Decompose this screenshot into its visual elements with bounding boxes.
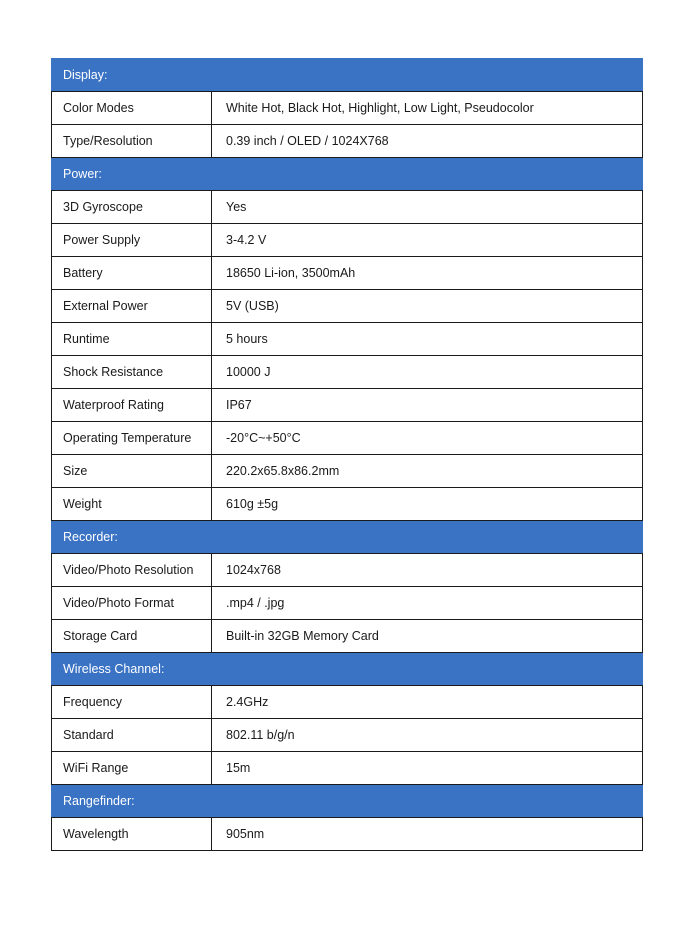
table-row xyxy=(52,125,643,158)
table-row xyxy=(52,587,643,620)
table-row xyxy=(52,323,643,356)
spec-label: Waterproof Rating xyxy=(52,389,212,422)
table-row xyxy=(52,191,643,224)
table-row xyxy=(52,257,643,290)
section-title: Rangefinder: xyxy=(52,785,643,818)
table-row xyxy=(52,356,643,389)
spec-label: Power Supply xyxy=(52,224,212,257)
spec-value: 1024x768 xyxy=(212,554,643,587)
spec-label: Type/Resolution xyxy=(52,125,212,158)
spec-value: 0.39 inch / OLED / 1024X768 xyxy=(212,125,643,158)
spec-value: 610g ±5g xyxy=(212,488,643,521)
spec-label: Shock Resistance xyxy=(52,356,212,389)
spec-value: .mp4 / .jpg xyxy=(212,587,643,620)
table-row xyxy=(52,455,643,488)
spec-table xyxy=(51,58,643,851)
spec-label: Color Modes xyxy=(52,92,212,125)
spec-label: Standard xyxy=(52,719,212,752)
spec-label: 3D Gyroscope xyxy=(52,191,212,224)
spec-label: Runtime xyxy=(52,323,212,356)
section-title: Wireless Channel: xyxy=(52,653,643,686)
spec-label: Video/Photo Resolution xyxy=(52,554,212,587)
spec-value: -20°C~+50°C xyxy=(212,422,643,455)
spec-value: 3-4.2 V xyxy=(212,224,643,257)
spec-value: Yes xyxy=(212,191,643,224)
section-header-power xyxy=(52,158,643,191)
spec-label: Size xyxy=(52,455,212,488)
spec-value: 10000 J xyxy=(212,356,643,389)
table-row xyxy=(52,554,643,587)
spec-label: Wavelength xyxy=(52,818,212,851)
table-row xyxy=(52,422,643,455)
table-row xyxy=(52,389,643,422)
spec-label: External Power xyxy=(52,290,212,323)
spec-value: 5 hours xyxy=(212,323,643,356)
spec-label: Operating Temperature xyxy=(52,422,212,455)
table-row xyxy=(52,620,643,653)
spec-value: White Hot, Black Hot, Highlight, Low Light, Pseudocolor xyxy=(212,92,643,125)
spec-value: 905nm xyxy=(212,818,643,851)
table-row xyxy=(52,290,643,323)
spec-value: 2.4GHz xyxy=(212,686,643,719)
spec-label: Frequency xyxy=(52,686,212,719)
section-header-wireless-channel xyxy=(52,653,643,686)
spec-label: Battery xyxy=(52,257,212,290)
table-row xyxy=(52,818,643,851)
spec-value: Built-in 32GB Memory Card xyxy=(212,620,643,653)
spec-value: 18650 Li-ion, 3500mAh xyxy=(212,257,643,290)
section-header-display xyxy=(52,59,643,92)
spec-label: Video/Photo Format xyxy=(52,587,212,620)
table-row xyxy=(52,224,643,257)
table-row xyxy=(52,686,643,719)
section-header-rangefinder xyxy=(52,785,643,818)
table-row xyxy=(52,488,643,521)
table-row xyxy=(52,752,643,785)
spec-label: Weight xyxy=(52,488,212,521)
spec-label: WiFi Range xyxy=(52,752,212,785)
section-title: Display: xyxy=(52,59,643,92)
spec-value: 5V (USB) xyxy=(212,290,643,323)
spec-value: 15m xyxy=(212,752,643,785)
spec-value: 802.11 b/g/n xyxy=(212,719,643,752)
section-title: Recorder: xyxy=(52,521,643,554)
spec-value: 220.2x65.8x86.2mm xyxy=(212,455,643,488)
table-row xyxy=(52,92,643,125)
section-header-recorder xyxy=(52,521,643,554)
table-row xyxy=(52,719,643,752)
section-title: Power: xyxy=(52,158,643,191)
spec-label: Storage Card xyxy=(52,620,212,653)
spec-value: IP67 xyxy=(212,389,643,422)
